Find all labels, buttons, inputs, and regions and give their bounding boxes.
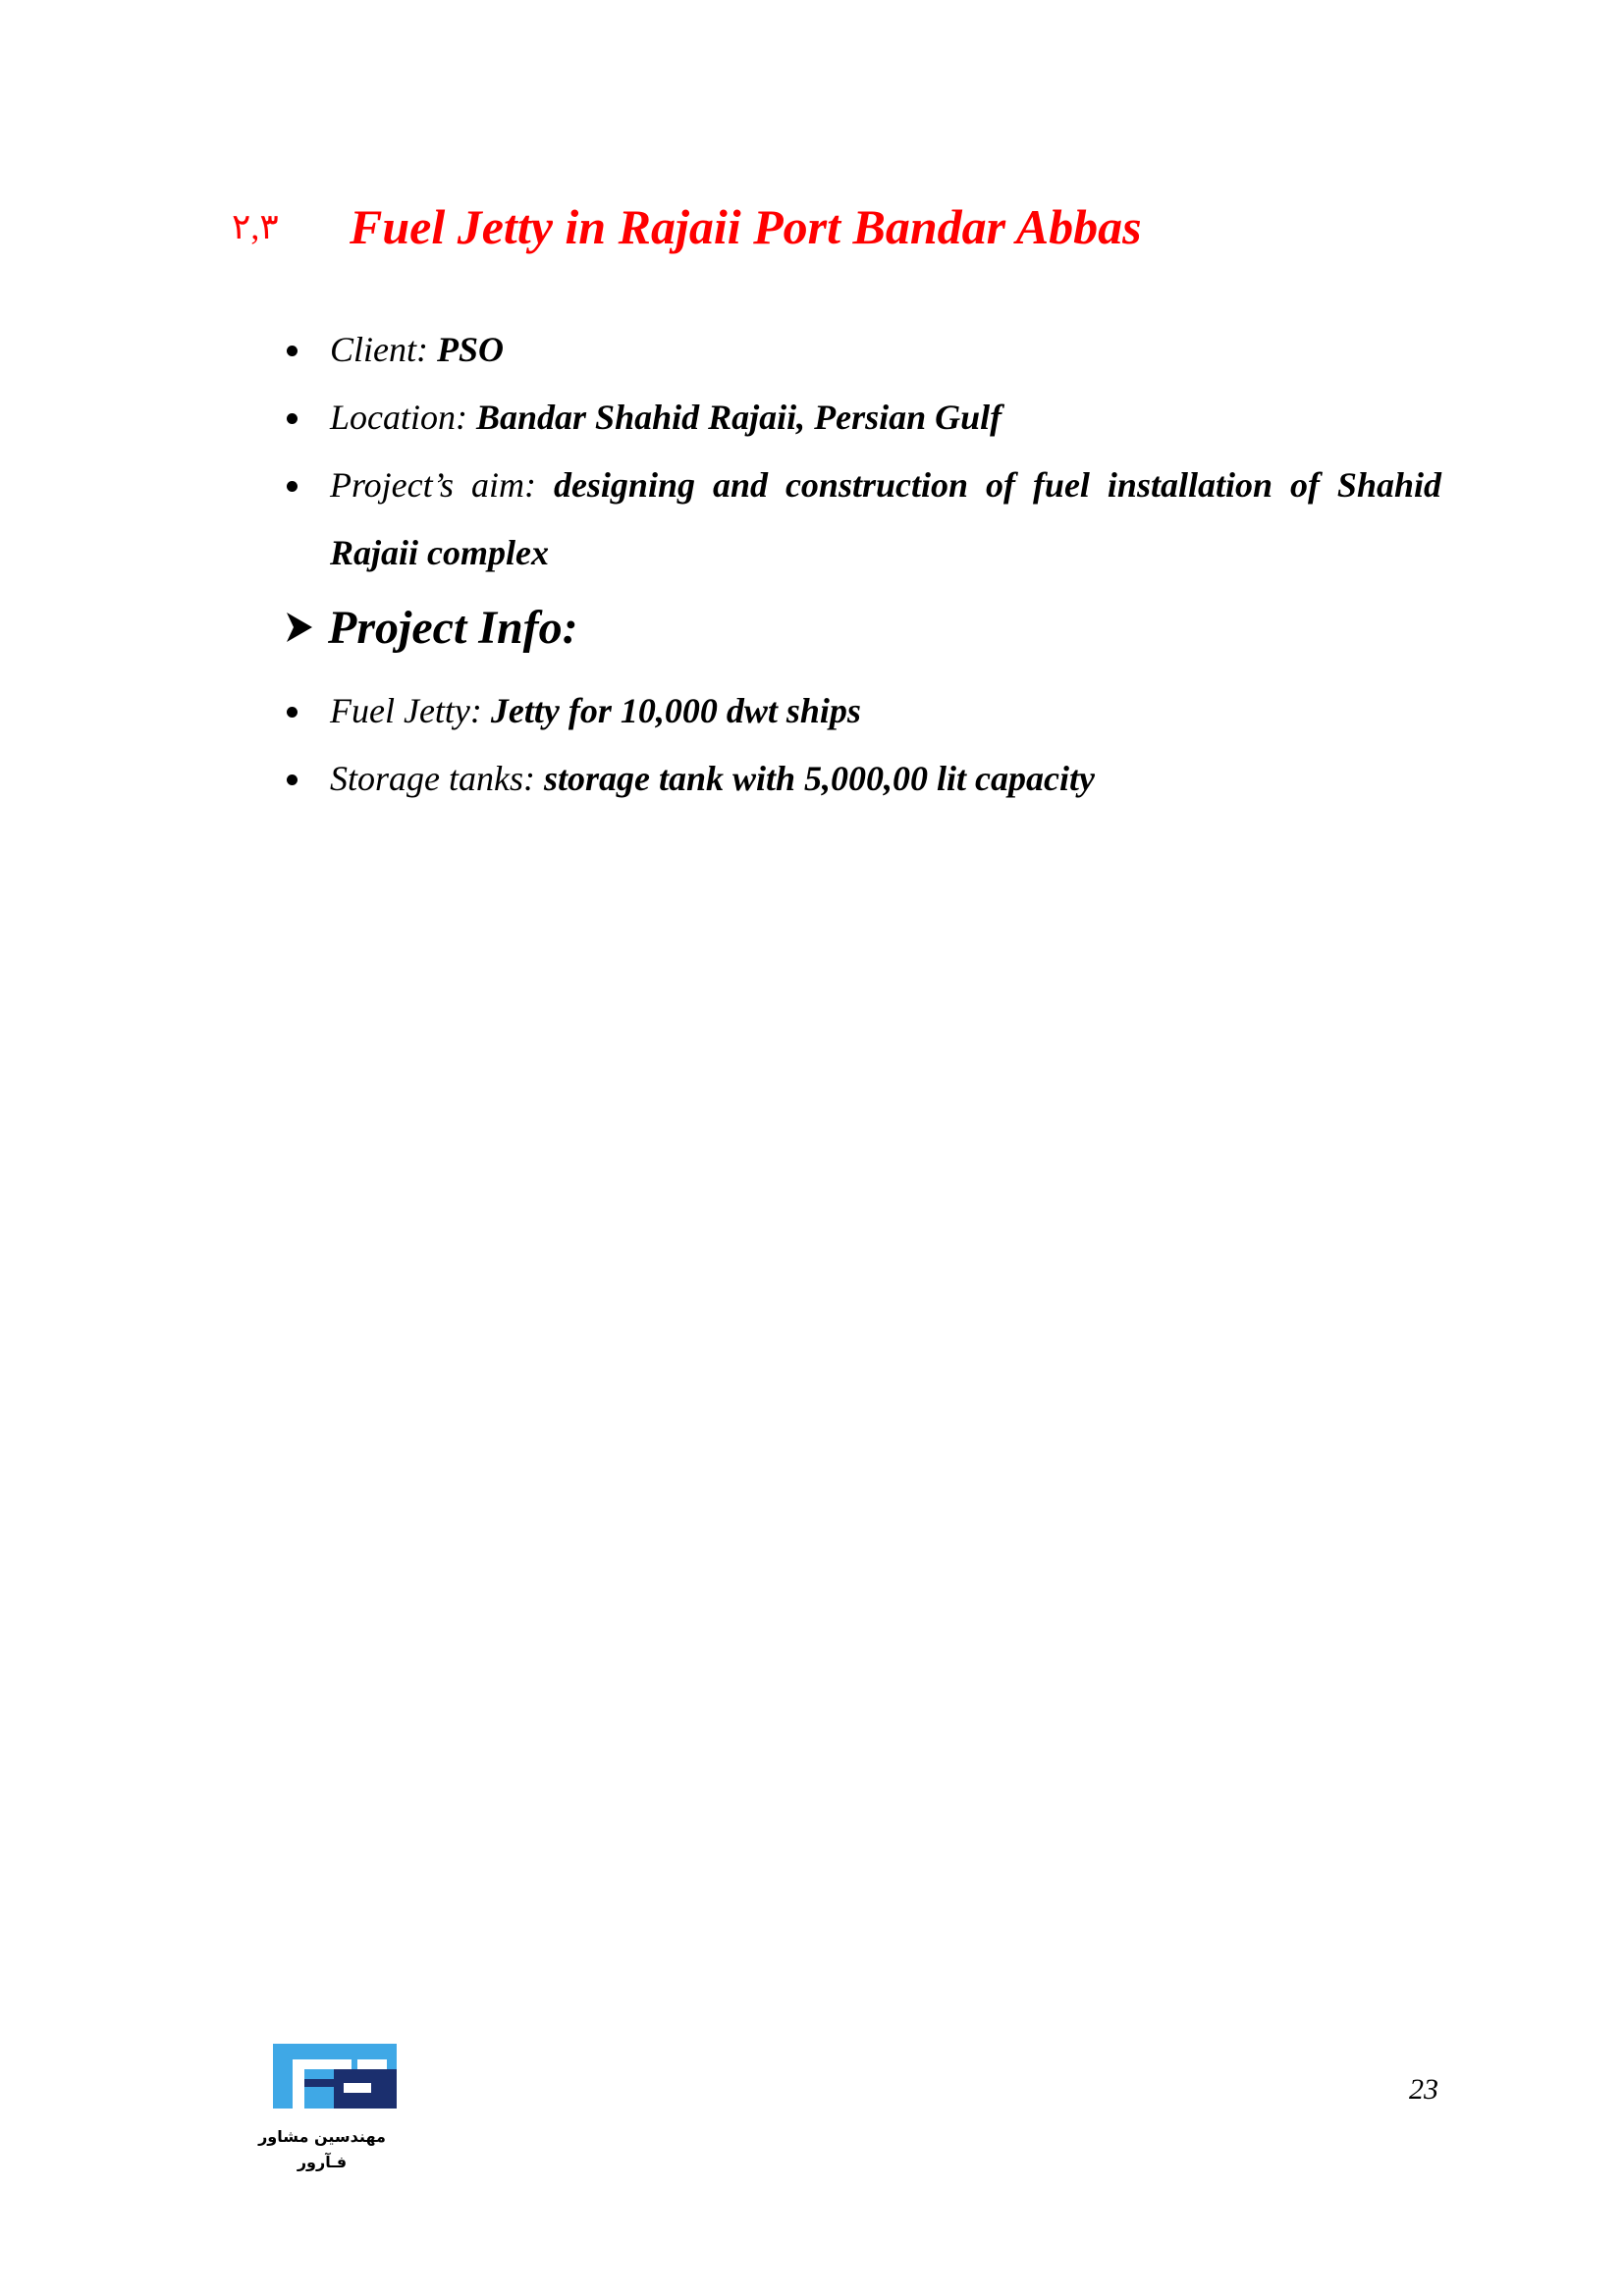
list-item-fuel-jetty [281, 677, 1441, 745]
project-aim-value: designing and construction of fuel installation of Shahid Rajaii complex [330, 465, 1441, 572]
storage-tanks-label: Storage tanks: [330, 759, 544, 798]
list-item-project-aim [281, 452, 1441, 587]
bullet-icon [287, 346, 298, 356]
location-label: Location: [330, 398, 476, 437]
list-item-storage-tanks [281, 745, 1441, 813]
company-name-line2: فـآرور [297, 2153, 348, 2171]
arrow-bullet-icon [285, 611, 314, 644]
bullet-icon [287, 413, 298, 424]
company-logo-icon [273, 2044, 397, 2109]
client-label: Client: [330, 330, 437, 369]
project-info-heading [285, 595, 578, 660]
section-number: ٢,٣ [232, 207, 279, 246]
project-info-title: Project Info: [328, 601, 578, 654]
project-info-list [281, 677, 1441, 813]
bullet-icon [287, 707, 298, 718]
location-value: Bandar Shahid Rajaii, Persian Gulf [476, 398, 1002, 437]
storage-tanks-value: storage tank with 5,000,00 lit capacity [543, 759, 1095, 798]
bullet-icon [287, 481, 298, 492]
fuel-jetty-value: Jetty for 10,000 dwt ships [490, 691, 861, 730]
fuel-jetty-label: Fuel Jetty: [330, 691, 491, 730]
list-item-location [281, 384, 1441, 452]
company-name [253, 2124, 391, 2175]
project-details-list [281, 316, 1441, 587]
project-aim-label: Project’s aim: [330, 465, 554, 505]
list-item-client [281, 316, 1441, 384]
bullet-icon [287, 774, 298, 785]
client-value: PSO [436, 330, 504, 369]
section-title: Fuel Jetty in Rajaii Port Bandar Abbas [350, 199, 1142, 254]
section-heading [232, 192, 1214, 261]
company-name-line1: مهندسین مشاور [258, 2127, 386, 2146]
page-number: 23 [1409, 2073, 1438, 2106]
